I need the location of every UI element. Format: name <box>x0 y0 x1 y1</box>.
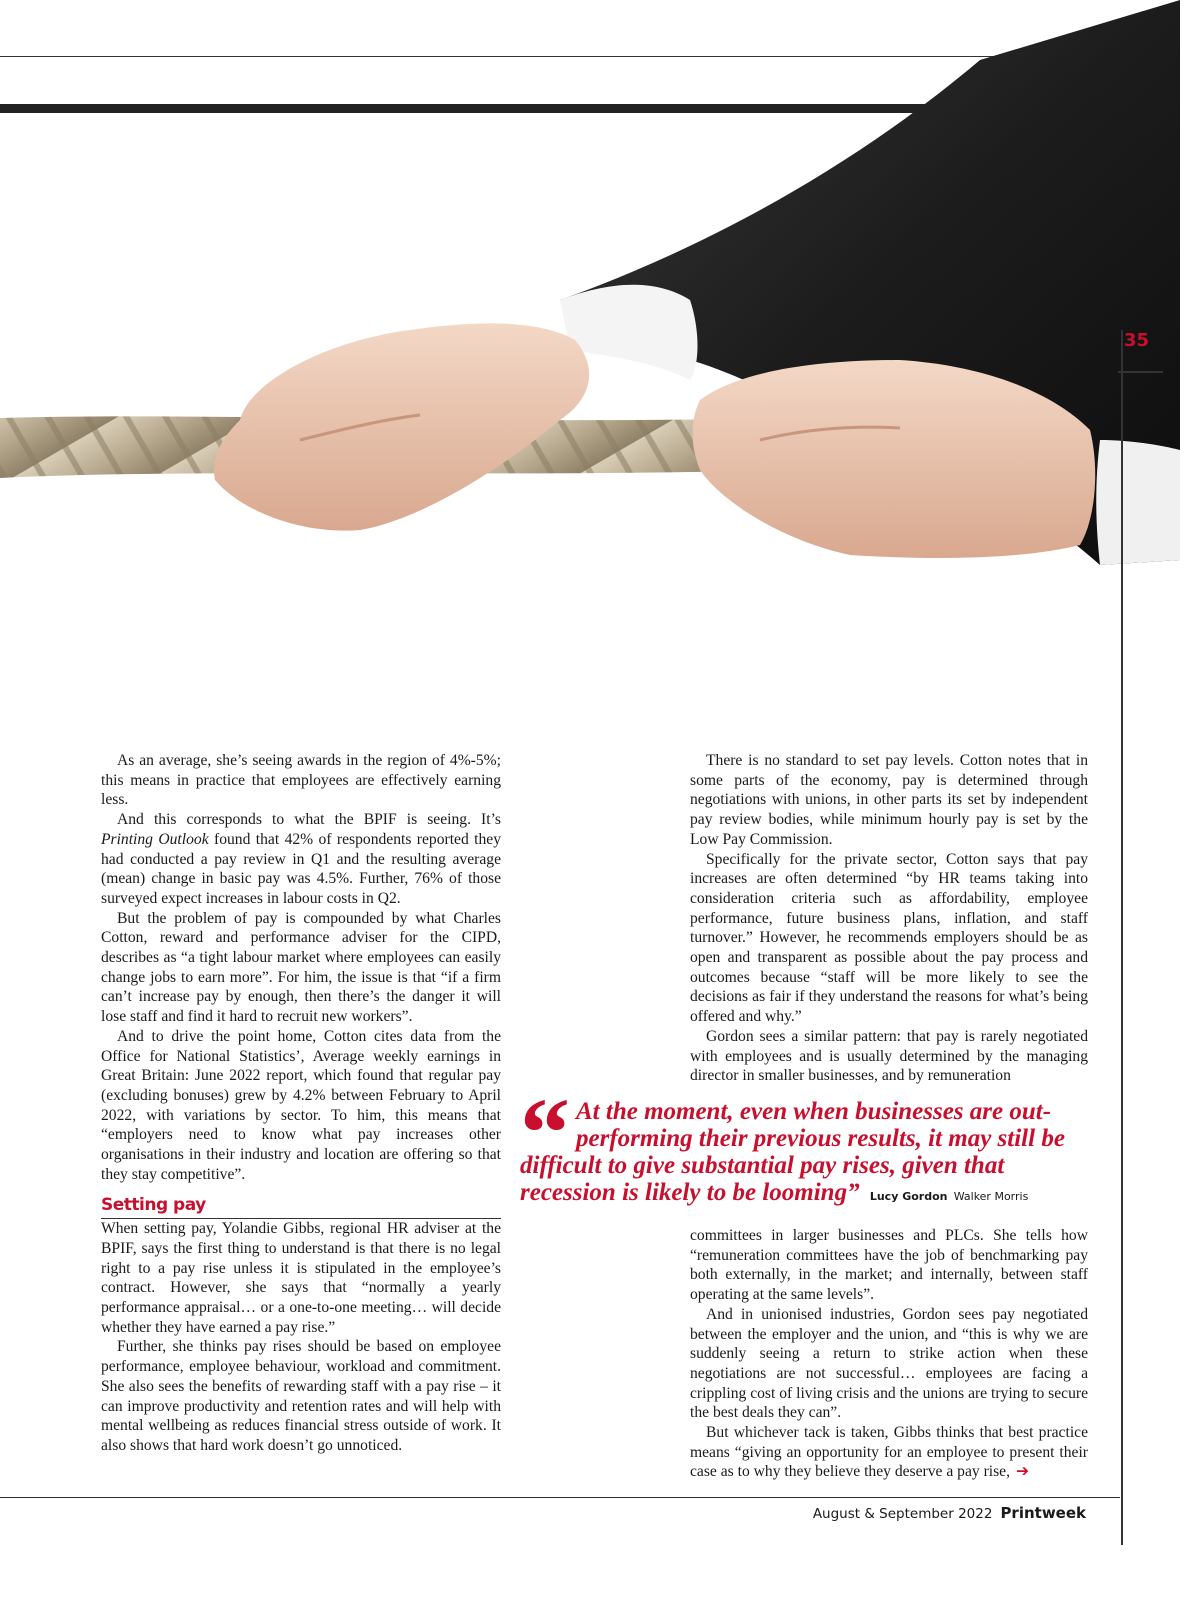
publication-title: Printing Outlook <box>101 830 209 848</box>
footer <box>813 1504 1086 1522</box>
issue-date: August & September 2022 <box>812 1506 993 1522</box>
paragraph: There is no standard to set pay levels. Cotton notes that in some parts of the economy, pay is determined through negotiations with unions, in other parts its set by independent pay review bodies, while minimum hourly pay is set by the Low Pay Commission. <box>690 752 1088 848</box>
pull-quote-text: At the moment, even when businesses are out-performing their previous results, it may still be difficult to give substantial pay rises, given that recession is likely to be looming” <box>520 1098 1065 1206</box>
paragraph: Specifically for the private sector, Cotton says that pay increases are often determined “by HR teams taking into consideration criteria such as affordability, employee performance, future business plans, inflation, and staff turnover.” However, he recommends employers should be as open and transparent as possible about the pay process and outcomes because “staff will be more likely to see the decisions as fair if they understand the reasons for what’s being offered and why.” <box>690 850 1088 1026</box>
tug-of-war-photo <box>0 0 1180 700</box>
section-subhead: Setting pay <box>101 1196 501 1219</box>
paragraph: committees in larger businesses and PLCs. She tells how “remuneration committees have the job of benchmarking pay both externally, in the market; and internally, between staff operating at the same levels”. <box>690 1227 1088 1304</box>
paragraph: When setting pay, Yolandie Gibbs, regional HR adviser at the BPIF, says the first thing to understand is that there is no legal right to a pay rise unless it is stipulated in the employee’s contract. However, she says that “normally a yearly performance appraisal… or a one-to-one meeting… will decide whether they have earned a pay rise.” <box>101 1220 501 1336</box>
magazine-brand: Printweek <box>1000 1504 1086 1522</box>
paragraph: And to drive the point home, Cotton cites data from the Office for National Statistics’, Average weekly earnings in Great Britain: June 2022 report, which found that regular pay (excluding bonuses) grew by 4.2% between February to April 2022, with variations by sector. To him, this means that “employers need to know what pay increases other organisations in their industry and location are offering so that they stay competitive”. <box>101 1027 501 1183</box>
paragraph: And in unionised industries, Gordon sees pay negotiated between the employer and the union, and “this is why we are suddenly seeing a return to strike action when these negotiations are not successful… employees are facing a crippling cost of living crisis and the unions are trying to secure the best deals they can”. <box>690 1305 1088 1422</box>
paragraph: Further, she thinks pay rises should be based on employee performance, employee behaviour, workload and commitment. She also sees the benefits of rewarding staff with a pay rise – it can improve productivity and retention rates and will help with mental wellbeing as reduces financial stress outside of work. It also shows that hard work doesn’t go unnoticed. <box>101 1338 501 1454</box>
quote-attribution-org: Walker Morris <box>953 1190 1029 1203</box>
continue-arrow-icon: ➔ <box>1015 1462 1030 1481</box>
pull-quote <box>520 1077 1090 1210</box>
paragraph: As an average, she’s seeing awards in the region of 4%-5%; this means in practice that employees are effectively earning less. <box>101 752 501 809</box>
paragraph: But whichever tack is taken, Gibbs thinks that best practice means “giving an opportunity for an employee to present their case as to why they believe they deserve a pay rise, ➔ <box>690 1424 1088 1481</box>
article-right-column-top <box>690 751 1088 1086</box>
quote-attribution-name: Lucy Gordon <box>869 1190 948 1203</box>
left-hand-icon <box>214 323 589 530</box>
folio-rule <box>1118 371 1163 373</box>
footer-rule <box>0 1497 1120 1498</box>
paragraph: But the problem of pay is compounded by what Charles Cotton, reward and performance adviser for the CIPD, describes as “a tight labour market where employees can easily change jobs to earn more”. For him, the issue is that “if a firm can’t increase pay by enough, then there’s the danger it will lose staff and find it hard to recruit new workers”. <box>101 909 501 1026</box>
right-margin-rule <box>1121 330 1123 1545</box>
article-left-column <box>101 751 501 1456</box>
paragraph: And this corresponds to what the BPIF is seeing. It’s Printing Outlook found that 42% of respondents reported they had conducted a pay review in Q1 and the resulting average (mean) change in basic pay was 4.5%. Further, 76% of those surveyed expect increases in labour costs in Q2. <box>101 811 501 907</box>
article-right-column-bottom <box>690 1226 1088 1482</box>
page-number: 35 <box>1124 330 1150 351</box>
paragraph: Gordon sees a similar pattern: that pay is rarely negotiated with employees and is usually determined by the managing director in smaller businesses, and by remuneration <box>690 1027 1088 1085</box>
quote-mark-icon: “ <box>520 1077 570 1188</box>
